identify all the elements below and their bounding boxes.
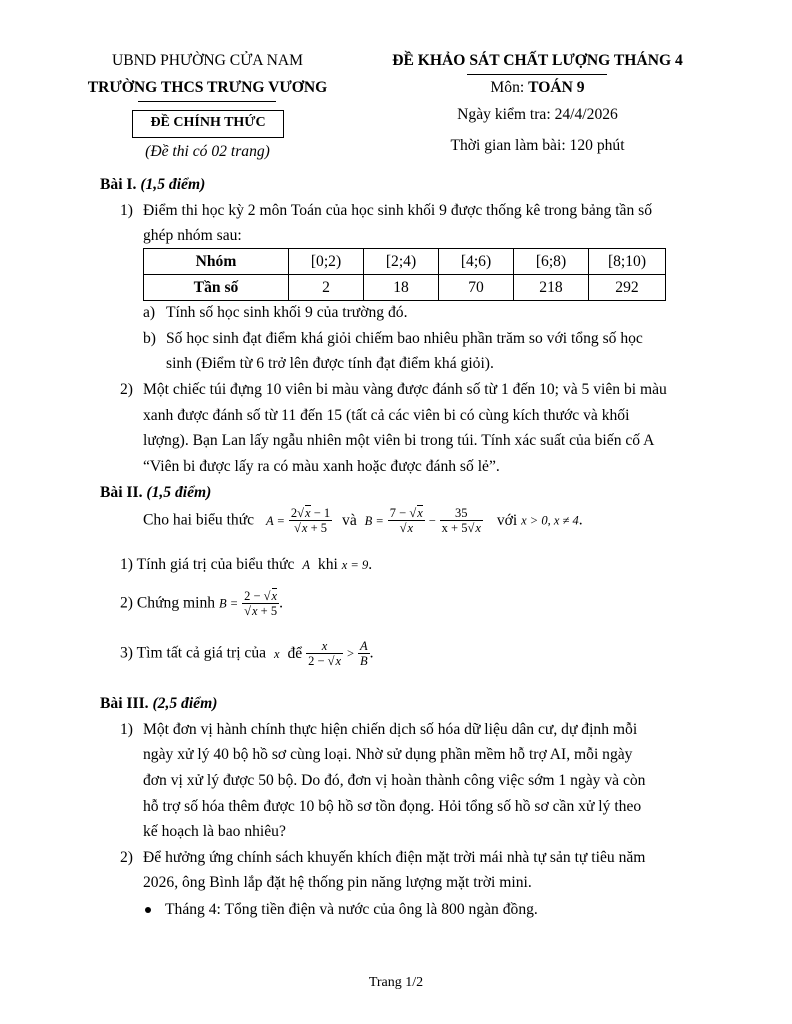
with-word: với xyxy=(496,511,518,529)
expr-a-fraction: $\frac{2√x - 1}{√x + 5}$ xyxy=(290,506,331,536)
question-text: 3) Tìm tất cả giá trị của xyxy=(120,644,267,662)
part1-a-text: Tính số học sinh khối 9 của trường đó. xyxy=(166,304,408,321)
part3-q1-number: 1) xyxy=(120,721,133,738)
inequality-left-fraction: $\frac{x}{2 - √x}$ xyxy=(308,639,342,669)
table-cell: 2 xyxy=(289,275,364,301)
frac-text: B xyxy=(359,654,368,669)
expr-b-fraction-1: $\frac{7 - √x}{√x}$ xyxy=(389,506,423,536)
frac-text: 2 − xyxy=(308,654,328,669)
variable: A xyxy=(302,558,310,572)
radicand: x xyxy=(475,521,481,536)
frac-text: x + 5 xyxy=(441,521,468,536)
part2-q2 xyxy=(120,590,283,618)
question-text: 1) Tính giá trị của biểu thức xyxy=(120,556,295,573)
greater-sign: > xyxy=(346,646,355,661)
radicand: x xyxy=(417,506,423,520)
subject-prefix: Môn: xyxy=(490,79,529,96)
frac-text: A xyxy=(359,639,368,653)
expr-a-label: A = xyxy=(266,513,285,528)
table-cell: 18 xyxy=(364,275,439,301)
part1-q1-number: 1) xyxy=(120,202,133,219)
bullet-icon xyxy=(145,907,151,913)
part3-q1-line: hỗ trợ số hóa thêm được 10 bộ hồ sơ tồn đọng. Hỏi tổng số hồ sơ cần xử lý theo xyxy=(143,798,642,815)
for-word: để xyxy=(287,644,303,662)
part3-q1-line: kế hoạch là bao nhiêu? xyxy=(143,823,286,840)
when-word: khi xyxy=(317,556,338,573)
pages-note: (Đề thi có 02 trang) xyxy=(145,143,270,160)
part3-heading xyxy=(100,695,217,713)
radicand: x xyxy=(301,521,308,536)
table-cell: [6;8) xyxy=(514,249,589,275)
question-text: 2) Chứng minh xyxy=(120,594,216,612)
table-cell: 218 xyxy=(514,275,589,301)
table-cell: 70 xyxy=(439,275,514,301)
table-cell: 292 xyxy=(589,275,666,301)
part3-q1-line: ngày xử lý 40 bộ hồ sơ cùng loại. Nhờ sử dụng phần mềm hỗ trợ AI, mỗi ngày xyxy=(143,746,633,763)
official-label: ĐỀ CHÍNH THỨC xyxy=(150,115,266,130)
table-row xyxy=(144,275,666,301)
radicand: x xyxy=(305,506,311,520)
frac-text: 2 − xyxy=(244,589,264,603)
period: . xyxy=(279,594,284,612)
exam-title-underline xyxy=(467,74,607,75)
frac-text: 2 xyxy=(290,506,298,520)
part1-q2-line: lượng). Bạn Lan lấy ngẫu nhiên một viên bi trong túi. Tính xác suất của biến cố A xyxy=(143,432,655,449)
part1-q1-line: Điểm thi học kỳ 2 môn Toán của học sinh khối 9 được thống kê trong bảng tần số xyxy=(143,202,653,219)
period: . xyxy=(368,556,373,573)
frac-text: + 5 xyxy=(257,604,278,619)
part3-points: (2,5 điểm) xyxy=(152,695,218,712)
expression-definitions xyxy=(143,507,583,535)
condition: x > 0, x ≠ 4 xyxy=(521,513,579,528)
part3-q2-line: 2026, ông Bình lắp đặt hệ thống pin năng lượng mặt trời mini. xyxy=(143,874,532,891)
part1-q2-number: 2) xyxy=(120,381,133,398)
part3-title: Bài III. xyxy=(100,695,149,712)
table-header-cell: Tần số xyxy=(144,275,289,301)
part2-title: Bài II. xyxy=(100,484,143,501)
part2-q1 xyxy=(120,556,372,574)
radicand: x xyxy=(407,521,413,536)
part1-title: Bài I. xyxy=(100,176,137,193)
condition: x = 9 xyxy=(341,558,369,572)
part1-heading xyxy=(100,176,205,194)
table-row xyxy=(144,249,666,275)
expr-b-fraction-2: $\frac{35}{x + 5√x}$ xyxy=(441,506,481,536)
part2-points: (1,5 điểm) xyxy=(146,484,212,501)
part1-q2-line: Một chiếc túi đựng 10 viên bi màu vàng được đánh số từ 1 đến 10; và 5 viên bi màu xyxy=(143,381,667,398)
frac-text: x xyxy=(321,639,328,653)
inequality-right-fraction xyxy=(358,640,370,668)
part1-q2-line: “Viên bi được lấy ra có màu xanh hoặc được đánh số lẻ”. xyxy=(143,458,500,475)
frequency-table xyxy=(143,248,666,301)
part3-q2-line: Để hưởng ứng chính sách khuyến khích điện mặt trời mái nhà tự sản tự tiêu năm xyxy=(143,849,646,866)
part3-bullet-item: Tháng 4: Tổng tiền điện và nước của ông là 800 ngàn đồng. xyxy=(165,901,538,918)
part1-q2-line: xanh được đánh số từ 11 đến 15 (tất cả các viên bi có cùng kích thước và khối xyxy=(143,407,630,424)
frac-text: 7 − xyxy=(389,506,410,520)
subject: TOÁN 9 xyxy=(528,79,585,96)
part3-q2-number: 2) xyxy=(120,849,133,866)
exam-title: ĐỀ KHẢO SÁT CHẤT LƯỢNG THÁNG 4 xyxy=(392,52,683,69)
table-header-cell: Nhóm xyxy=(144,249,289,275)
frac-text: 35 xyxy=(455,506,468,520)
part1-b-line: sinh (Điểm từ 6 trở lên được tính đạt điểm khá giỏi). xyxy=(166,355,494,372)
and-word: và xyxy=(342,511,357,529)
table-cell: [8;10) xyxy=(589,249,666,275)
part2-q3 xyxy=(120,640,373,668)
part2-heading xyxy=(100,484,211,502)
proof-fraction: $\frac{2 - √x}{√x + 5}$ xyxy=(244,589,278,619)
school-name: TRƯỜNG THCS TRƯNG VƯƠNG xyxy=(87,79,328,96)
radicand: x xyxy=(271,589,278,603)
exam-date: Ngày kiểm tra: 24/4/2026 xyxy=(457,106,618,123)
part1-b-number: b) xyxy=(143,330,156,347)
expr-b-label: B = xyxy=(219,596,239,611)
expr-b-label: B = xyxy=(364,513,384,528)
table-cell: [4;6) xyxy=(439,249,514,275)
variable: x xyxy=(273,646,280,661)
period: . xyxy=(369,644,374,662)
page-number: Trang 1/2 xyxy=(368,975,424,990)
part1-a-number: a) xyxy=(143,304,156,321)
minus-sign: − xyxy=(428,513,436,528)
authority-name: UBND PHƯỜNG CỬA NAM xyxy=(112,52,303,69)
radicand: x xyxy=(335,654,342,669)
part3-q1-line: đơn vị xử lý được 50 bộ. Do đó, đơn vị hoàn thành công việc sớm 1 ngày và còn xyxy=(143,772,646,789)
school-underline xyxy=(138,101,276,102)
part1-points: (1,5 điểm) xyxy=(140,176,206,193)
part1-b-line: Số học sinh đạt điểm khá giỏi chiếm bao nhiêu phần trăm so với tổng số học xyxy=(166,330,643,347)
part3-q1-line: Một đơn vị hành chính thực hiện chiến dịch số hóa dữ liệu dân cư, dự định mỗi xyxy=(143,721,638,738)
subject-line xyxy=(360,79,715,97)
table-cell: [0;2) xyxy=(289,249,364,275)
part1-q1-line: ghép nhóm sau: xyxy=(143,227,242,244)
table-cell: [2;4) xyxy=(364,249,439,275)
intro-text: Cho hai biểu thức xyxy=(143,511,255,529)
exam-duration: Thời gian làm bài: 120 phút xyxy=(450,137,625,154)
frac-text: + 5 xyxy=(307,521,328,536)
period: . xyxy=(578,511,583,529)
radicand: x xyxy=(251,604,258,619)
frac-text: − 1 xyxy=(310,506,331,520)
